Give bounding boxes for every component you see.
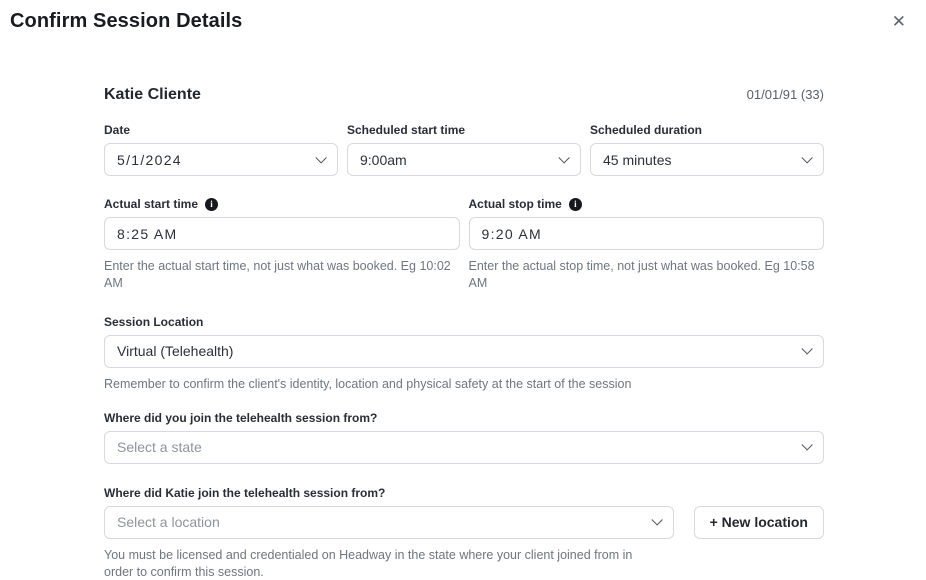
date-select[interactable] xyxy=(104,143,338,176)
client-location-group xyxy=(104,486,824,580)
client-dob: 01/01/91 (33) xyxy=(746,87,824,102)
client-name: Katie Cliente xyxy=(104,86,201,103)
chevron-down-icon xyxy=(801,439,812,450)
actual-times-row xyxy=(104,197,824,292)
actual-start-label-text: Actual start time xyxy=(104,197,199,211)
client-row xyxy=(104,86,824,104)
actual-start-group xyxy=(104,197,460,292)
client-location-select[interactable] xyxy=(104,506,674,539)
client-location-helper: You must be licensed and credentialed on Headway in the state where your client joined from in order to confirm this session. xyxy=(104,547,633,579)
provider-location-select[interactable] xyxy=(104,431,824,464)
actual-start-helper: Enter the actual start time, not just what was booked. Eg 10:02 AM xyxy=(104,259,451,290)
actual-stop-group xyxy=(469,197,825,292)
actual-stop-label-text: Actual stop time xyxy=(468,197,562,211)
client-location-label: Where did Katie join the telehealth session from? xyxy=(104,485,386,500)
session-location-label: Session Location xyxy=(104,314,204,329)
chevron-down-icon xyxy=(801,343,812,354)
scheduled-duration-select[interactable] xyxy=(590,143,824,176)
chevron-down-icon xyxy=(801,152,812,163)
actual-stop-input[interactable] xyxy=(469,217,825,250)
actual-stop-helper: Enter the actual stop time, not just what was booked. Eg 10:58 AM xyxy=(468,259,815,290)
provider-location-placeholder: Select a state xyxy=(117,439,202,456)
client-location-row xyxy=(104,506,824,539)
date-value: 5/1/2024 xyxy=(117,151,182,168)
actual-start-label xyxy=(104,197,460,211)
provider-location-label: Where did you join the telehealth session from? xyxy=(104,410,378,425)
scheduled-duration-value: 45 minutes xyxy=(603,151,672,168)
session-location-group xyxy=(104,315,824,393)
actual-start-value: 8:25 AM xyxy=(117,225,178,242)
session-location-select[interactable] xyxy=(104,335,824,368)
scheduled-start-value: 9:00am xyxy=(360,151,407,168)
info-icon[interactable]: i xyxy=(569,198,582,211)
scheduled-start-label: Scheduled start time xyxy=(347,123,466,137)
actual-start-input[interactable] xyxy=(104,217,460,250)
scheduled-duration-group xyxy=(590,123,824,176)
session-location-helper: Remember to confirm the client's identity, location and physical safety at the start of the session xyxy=(104,376,632,391)
date-field-group xyxy=(104,123,338,176)
modal-header xyxy=(0,0,926,34)
close-icon[interactable]: ✕ xyxy=(888,10,910,34)
scheduled-start-select[interactable] xyxy=(347,143,581,176)
date-label: Date xyxy=(104,123,131,137)
scheduled-duration-label: Scheduled duration xyxy=(590,123,703,137)
actual-stop-label xyxy=(469,197,825,211)
chevron-down-icon xyxy=(651,514,662,525)
modal-body xyxy=(104,86,824,580)
scheduled-start-group xyxy=(347,123,581,176)
info-icon[interactable]: i xyxy=(205,198,218,211)
page-title: Confirm Session Details xyxy=(10,10,243,32)
chevron-down-icon xyxy=(558,152,569,163)
session-location-value: Virtual (Telehealth) xyxy=(117,343,234,360)
provider-location-group xyxy=(104,411,824,464)
schedule-row xyxy=(104,123,824,176)
new-location-button[interactable]: + New location xyxy=(694,506,824,539)
chevron-down-icon xyxy=(315,152,326,163)
client-location-placeholder: Select a location xyxy=(117,514,220,531)
actual-stop-value: 9:20 AM xyxy=(481,225,542,242)
